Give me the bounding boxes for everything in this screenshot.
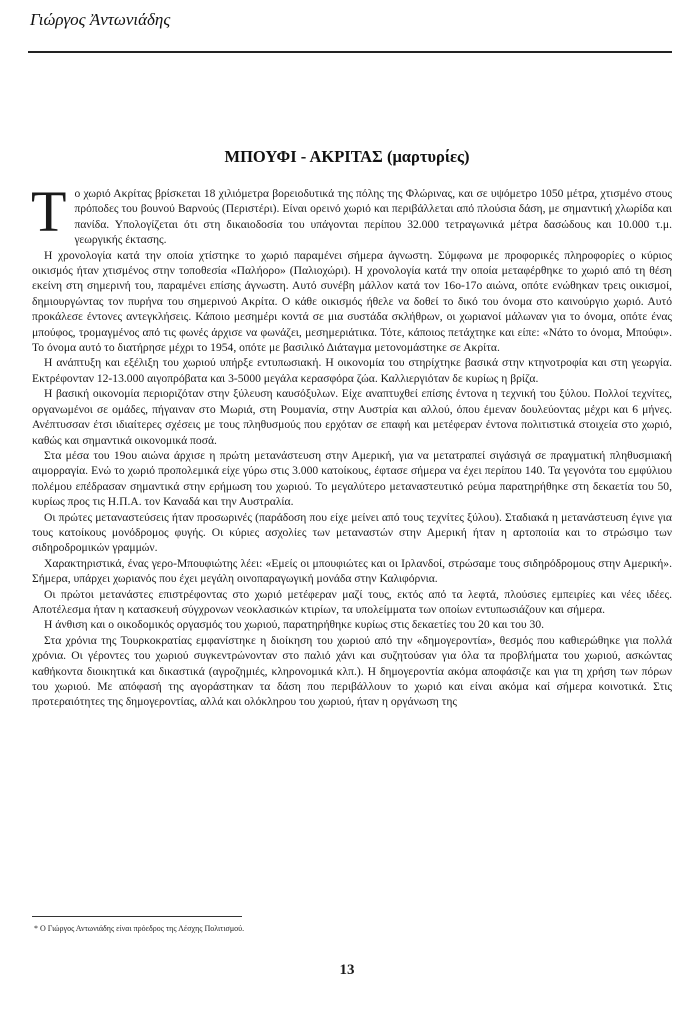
running-head: Γιώργος Ἀντωνιάδης <box>30 10 171 29</box>
paragraph-text: ο χωριό Ακρίτας βρίσκεται 18 χιλιόμετρα βορειοδυτικά της πόλης της Φλώρινας, και σε υψόμετρο 1050 μέτρα, χτισμένο στους πρόποδες του βουνού Βαρνούς (Περιστέρι). Είναι ορεινό χωριό και περιβάλλεται από πλούσια δάση, με σημαντική χλωρίδα και πανίδα. Υπολογίζεται ότι στη δικαιοδοσία του υπάγονται περίπου 32.000 τετραγωνικά μέτρα δασώδους και 10.000 τ.μ. γεωργικής έκτασης. <box>74 187 672 247</box>
header-rule <box>28 51 672 53</box>
paragraph-9: Η άνθιση και ο οικοδομικός οργασμός του χωριού, παρατηρήθηκε κυρίως στις δεκαετίες του 20 και του 30. <box>44 618 545 632</box>
page-number: 13 <box>339 962 355 978</box>
article-title: ΜΠΟΥΦΙ - ΑΚΡΙΤΑΣ (μαρτυρίες) <box>224 147 470 166</box>
paragraph-5: Στα μέσα του 19ου αιώνα άρχισε η πρώτη μετανάστευση στην Αμερική, για να μετατραπεί σιγάσιγά σε πραγματική πληθυσμιακή αιμορραγία. Ενώ το χωριό προπολεμικά είχε γύρω στις 3.000 κατοίκους, έφτασε σήμερα να έχει περίπου 140. Τα γεγονότα του εμφύλιου πολέμου επέδρασαν σημαντικά στην ερήμωση του χωριού. Το μεγαλύτερο μεταναστευτικό ρεύμα παρατηρήθηκε στη δεκαετία του 50, κυρίως προς τις Η.Π.Α. τον Καναδά και την Αυστραλία. <box>32 448 672 509</box>
footnote: * Ο Γιώργος Αντωνιάδης είναι πρόεδρος της Λέσχης Πολιτισμού. <box>34 924 245 933</box>
drop-cap: Τ <box>31 179 67 244</box>
paragraph-1 <box>31 179 672 248</box>
paragraph-2: Η χρονολογία κατά την οποία χτίστηκε το χωριό παραμένει σήμερα άγνωστη. Σύμφωνα με προφορικές πληροφορίες ο κύριος οικισμός ήταν χτισμένος στην τοποθεσία «Παλήορο» (Παλιοχώρι). Η χρονολογία κατά την οποία μεταφέρθηκε το χωριό από τη θέση εκείνη στη σημερινή του, παραμένει επίσης άγνωστη. Αυτό συνέβη μάλλον κατά τον 16ο-17ο αιώνα, οπότε ενώθηκαν τρεις οικισμοί, δημιουργώντας τον πυρήνα του σημερινού Ακρίτα. Ο κάθε οικισμός ήθελε να δοθεί το δικό του όνομα στο καινούργιο χωριό. Αυτό προκάλεσε έντονες αντεγκλήσεις. Κάποιο μεσημέρι κοντά σε μια συστάδα σκλήθρων, οι χωριανοί μάλωναν για το όνομα, οπότε ένας μπούφος, τρομαγμένος από τις φωνές άρχισε να φωνάζει, μεσημεριάτικα. Τότε, κάποιος πετάχτηκε και είπε: «Νάτο το όνομα, Μπούφι». Το όνομα αυτό το διατήρησε μέχρι το 1954, οπότε με βασιλικό Διάταγμα μετονομάστηκε σε Ακρίτα. <box>32 248 672 355</box>
paragraph-7: Χαρακτηριστικά, ένας γερο-Μπουφιώτης λέει: «Εμείς οι μπουφιώτες και οι Ιρλανδοί, στρώσαμε τους σιδηρόδρομους στην Αμερική». Σήμερα, υπάρχει χωριανός που έχει μεγάλη οινοπαραγωγική μονάδα στην Καλιφόρνια. <box>32 556 672 586</box>
paragraph-4: Η βασική οικονομία περιοριζόταν στην ξύλευση καυσόξυλων. Είχε αναπτυχθεί επίσης έντονα η τεχνική του ξύλου. Πολλοί τεχνίτες, οργανωμένοι σε ομάδες, πήγαιναν στο Μωριά, στη Ρουμανία, στην Αυστρία και αλλού, όπου έμεναν δουλεύοντας μέχρι και 6 μήνες. Ανέπτυσσαν έτσι ιδιαίτερες σχέσεις με τους πληθυσμούς που ερχόταν σε επαφή και μετέφεραν έντονα πολιτιστικά στοιχεία στο χωριό, καθώς και σημαντικά οικονομικά ποσά. <box>32 387 672 447</box>
paragraph-10: Στα χρόνια της Τουρκοκρατίας εμφανίστηκε η διοίκηση του χωριού από την «δημογεροντία», θεσμός που καθιερώθηκε για πολλά χρόνια. Οι γέροντες του χωριού συγκεντρώνονταν στο παλιό χάνι και συζητούσαν για όλα τα προβλήματα του χωριού, ασκώντας καθήκοντα διοικητικά και δικαστικά (αγροζημιές, κληρονομικά κλπ.). Η δημογεροντία ακόμα αποφάσιζε και για τη χρήση των πόρων του χωριού. Με απόφασή της αγοράστηκαν τα δάση που περιβάλλουν το χωριό και είναι ακόμα καί σήμερα κοινοτικά. Στις προτεραιότητες της δημογεροντίας, αλλά και ολόκληρου του χωριού, ήταν η οργάνωση της <box>32 633 672 709</box>
footnote-rule <box>32 916 242 917</box>
paragraph-3: Η ανάπτυξη και εξέλιξη του χωριού υπήρξε εντυπωσιακή. Η οικονομία του στηρίχτηκε βασικά στην κτηνοτροφία και στη γεωργία. Εκτρέφονταν 12-13.000 αιγοπρόβατα και 3-5000 μεγάλα κερασφόρα ζώα. Καλλιεργιόταν δε κυρίως η βρίζα. <box>32 356 672 385</box>
paragraph-6: Οι πρώτες μεταναστεύσεις ήταν προσωρινές (παράδοση που είχε μείνει από τους τεχνίτες ξύλου). Σταδιακά η μετανάστευση έγινε για τους κατοίκους μονόδρομος φυγής. Οι κύριες ασχολίες των μεταναστών στην Αμερική ήταν η αρτοποιία και το στρώσιμο των σιδηροδρομικών γραμμών. <box>32 510 672 555</box>
paragraph-8: Οι πρώτοι μετανάστες επιστρέφοντας στο χωριό μετέφεραν μαζί τους, εκτός από τα λεφτά, πλούσιες εμπειρίες και νέες ιδέες. Αποτέλεσμα ήταν η κατασκευή σύγχρονων νεοκλασικών κτιρίων, τα υπολείμματα των οποίων εντυπωσιάζουν και σήμερα. <box>32 587 672 616</box>
article-body <box>31 179 672 710</box>
